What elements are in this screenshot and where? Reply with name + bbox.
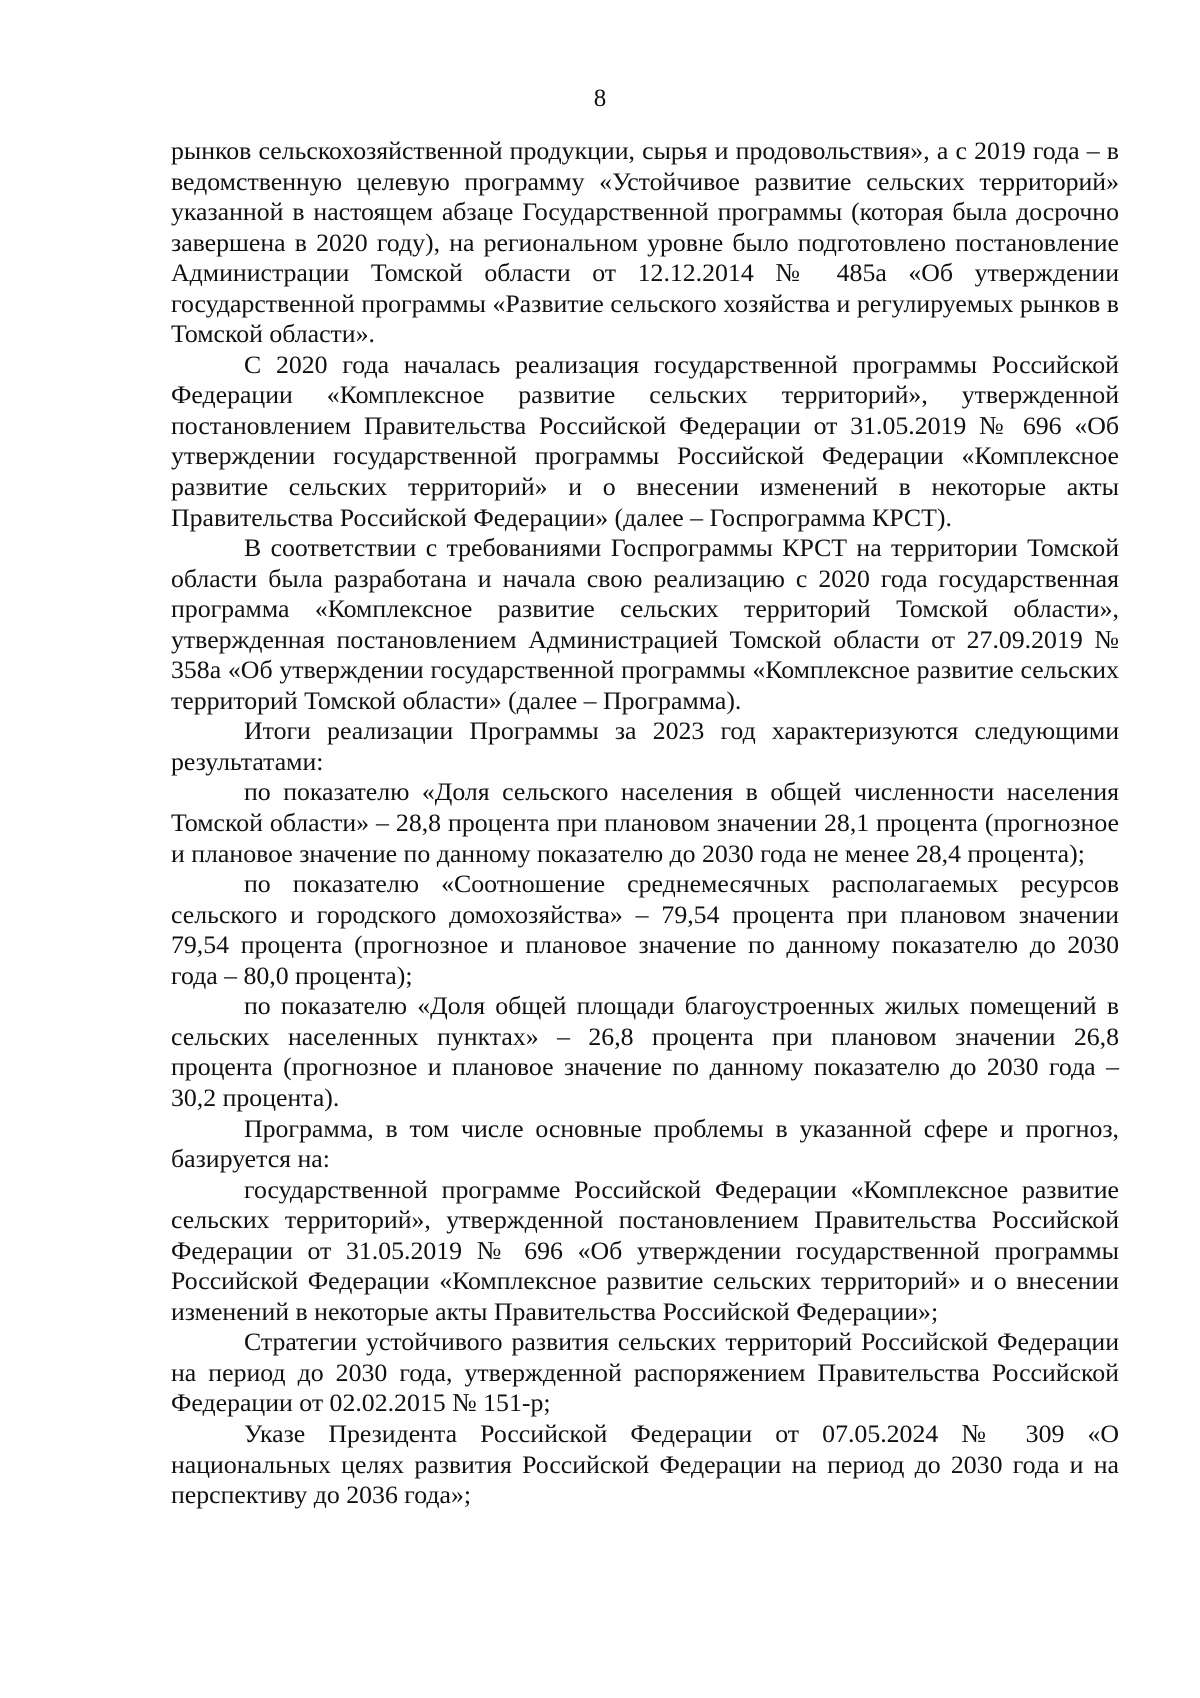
paragraph-basis-state-program: государственной программе Российской Федерации «Комплексное развитие сельских территорий», утвержденной постановлением Правительства Российской Федерации от 31.05.2019 № 696 «Об утверждении государственной программы Российской Федерации «Комплексное развитие сельских территорий» и о внесении изменений в некоторые акты Правительства Российской Федерации»; bbox=[171, 1174, 1119, 1326]
paragraph-krst-program: С 2020 года началась реализация государственной программы Российской Федерации «Комплексное развитие сельских территорий», утвержденной постановлением Правительства Российской Федерации от 31.05.2019 № 696 «Об утверждении государственной программы Российской Федерации «Комплексное развитие сельских территорий» и о внесении изменений в некоторые акты Правительства Российской Федерации» (далее – Госпрограмма КРСТ). bbox=[171, 349, 1119, 532]
paragraph-indicator-household-resources: по показателю «Соотношение среднемесячных располагаемых ресурсов сельского и городского домохозяйства» – 79,54 процента при плановом значении 79,54 процента (прогнозное и плановое значение по данному показателю до 2030 года – 80,0 процента); bbox=[171, 869, 1119, 990]
paragraph-basis-strategy: Стратегии устойчивого развития сельских территорий Российской Федерации на период до 2030 года, утвержденной распоряжением Правительства Российской Федерации от 02.02.2015 № 151-р; bbox=[171, 1327, 1119, 1418]
paragraph-basis-intro: Программа, в том числе основные проблемы в указанной сфере и прогноз, базируется на: bbox=[171, 1113, 1119, 1174]
document-body bbox=[171, 136, 1119, 1511]
paragraph-basis-presidential-decree: Указе Президента Российской Федерации от 07.05.2024 № 309 «О национальных целях развития Российской Федерации на период до 2030 года и на перспективу до 2036 года»; bbox=[171, 1418, 1119, 1510]
paragraph-indicator-rural-population: по показателю «Доля сельского населения в общей численности населения Томской области» – 28,8 процента при плановом значении 28,1 процента (прогнозное и плановое значение по данному показателю до 2030 года не менее 28,4 процента); bbox=[171, 777, 1119, 868]
paragraph-continuation: рынков сельскохозяйственной продукции, сырья и продовольствия», а с 2019 года – в ведомственную целевую программу «Устойчивое развитие сельских территорий» указанной в настоящем абзаце Государственной программы (которая была досрочно завершена в 2020 году), на региональном уровне было подготовлено постановление Администрации Томской области от 12.12.2014 № 485а «Об утверждении государственной программы «Развитие сельского хозяйства и регулируемых рынков в Томской области». bbox=[171, 136, 1119, 349]
paragraph-results-intro: Итоги реализации Программы за 2023 год характеризуются следующими результатами: bbox=[171, 716, 1119, 776]
paragraph-tomsk-program: В соответствии с требованиями Госпрограммы КРСТ на территории Томской области была разработана и начала свою реализацию с 2020 года государственная программа «Комплексное развитие сельских территорий Томской области», утвержденная постановлением Администрацией Томской области от 27.09.2019 № 358а «Об утверждении государственной программы «Комплексное развитие сельских территорий Томской области» (далее – Программа). bbox=[171, 533, 1119, 715]
page-number: 8 bbox=[593, 85, 607, 112]
paragraph-indicator-housing-area: по показателю «Доля общей площади благоустроенных жилых помещений в сельских населенных пунктах» – 26,8 процента при плановом значении 26,8 процента (прогнозное и плановое значение по данному показателю до 2030 года – 30,2 процента). bbox=[171, 991, 1119, 1112]
